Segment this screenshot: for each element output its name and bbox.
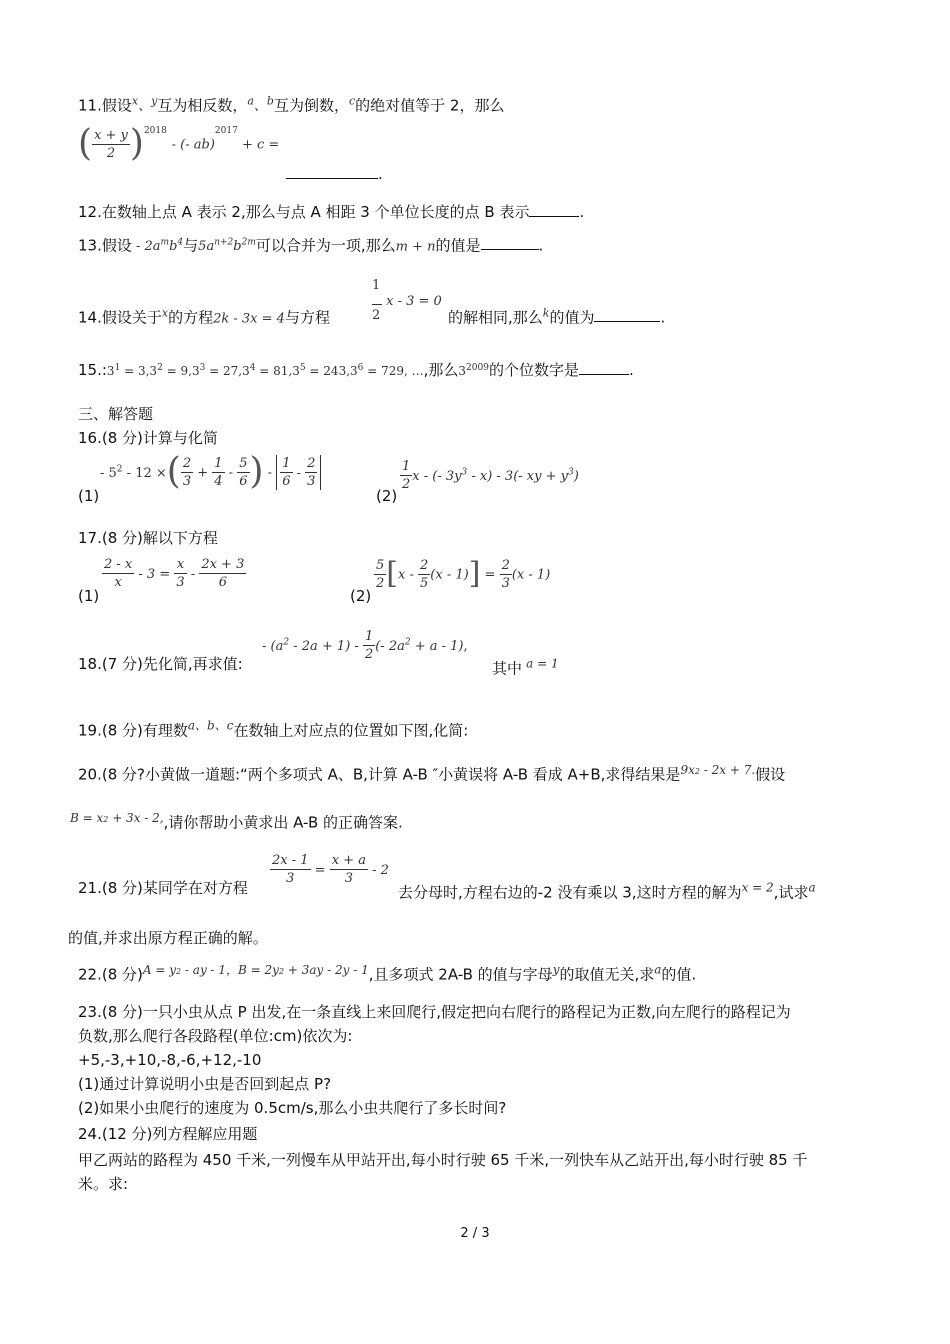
question-23-line3: +5,-3,+10,-8,-6,+12,-10 [78,1051,262,1069]
question-23-line4: (1)通过计算说明小虫是否回到起点 P? [78,1075,332,1093]
question-21-tail: 去分母时,方程右边的-2 没有乘以 3,这时方程的解为$^{x = 2}$,试求$^a$ [398,881,816,902]
question-21-line1: 21.(8 分)某同学在对方程 [78,879,248,897]
question-21-line2: 的值,并求出原方程正确的解。 [68,929,268,947]
question-20-line1: 20.(8 分?小黄做一道题:“两个多项式 A、B,计算 A-B ″小黄误将 A-B 看成 A+B,求得结果是$^{9x2 - 2x + 7.}$假设 [78,763,786,784]
question-17-part2-label: (2) [350,587,372,605]
question-16-part2-label: (2) [376,487,398,505]
question-17-part1-label: (1) [78,587,100,605]
question-23-line1: 23.(8 分)一只小虫从点 P 出发,在一条直线上来回爬行,假定把向右爬行的路程记为正数,向左爬行的路程记为 [78,1003,791,1021]
question-23-line2: 负数,那么爬行各段路程(单位:cm)依次为: [78,1027,353,1045]
question-14-equation: x - 3 = 0 [372,292,442,312]
question-17-title: 17.(8 分)解以下方程 [78,529,218,547]
question-11-formula: ( $\frac{x + y}{2}$ )$^{2018}$ - (- ab)$^{2017}$ + c = [78,123,280,164]
question-11-answer: . [286,164,383,184]
question-17-part2-expr: $\frac{5}{2}$ [x - $\frac{2}{5}$ (x - 1)] = $\frac{2}{3}$ (x - 1) [376,556,551,591]
question-16-part1-label: (1) [78,487,100,505]
question-14: 14.假设关于$^x$的方程2k - 3x = 4与方程 [78,307,330,327]
question-21-expr: $\frac{2x - 1}{3}$ = $\frac{x + a}{3}$ - 2 [272,853,389,886]
question-14-frac-bottom: 2 [372,308,381,323]
question-18-expr: - $(a^2 - 2a + 1)$ - $\frac{1}{2}$ (- $2a^2 + a - 1$), [262,629,468,662]
question-17-part1-expr: $\frac{2 - x}{x}$ - 3 = $\frac{x}{3}$ - $\frac{2x + 3}{6}$ [104,557,245,590]
question-14-frac-top: 1 [372,278,381,293]
page-number: 2 / 3 [460,1226,490,1241]
question-24-line1: 甲乙两站的路程为 450 千米,一列慢车从甲站开出,每小时行驶 65 千米,一列快车从乙站开出,每小时行驶 85 千 [78,1151,808,1169]
question-18: 18.(7 分)先化简,再求值: [78,655,243,673]
section-title: 三、解答题 [78,405,154,423]
question-18-tail: 其中 $^{a = 1}$ [492,657,559,678]
question-15: $15.:3^1 = 3,3^2 = 9,3^3 = 27,3^4 = 81,3^5 = 243,3^6 = 729$, …,那么$3^{2009}$的个位数字是 . [78,361,634,379]
question-11: 11.假设$^x$、$^y$互为相反数，$^a$、$^b$互为倒数，$^c$的绝对值等于 2，那么 [78,95,505,115]
question-14-tail: 的解相同,那么$^k$的值为 . [448,307,666,327]
question-22: 22.(8 分)$^{A = y2 - ay - 1,B = 2y2 + 3ay - 2y - 1}$,且多项式 2A-B 的值与字母$^y$的取值无关,求$^a$的值. [78,963,697,984]
question-20-line2: $^{B = x2 + 3x - 2,}$,请你帮助小黄求出 A-B 的正确答案. [70,811,403,832]
question-16-part1-expr: - $5^2 - 12$ ×( $\frac{2}{3}$ + $\frac{1}{4}$ - $\frac{5}{6}$ ) - $\frac{1}{6}$ - $\frac{2}{3}$ [100,454,321,490]
question-16-part2-expr: $\frac{1}{2}$ x - (- $3y^3 - x) - 3(-$ xy + $y^3$) [402,459,579,492]
question-13: 13.假设 - $2a^mb^4$与$5a^{n+2}b^{2m}$可以合并为一项,那么m + n的值是 . [78,236,544,255]
question-12: 12.在数轴上点 A 表示 2,那么与点 A 相距 3 个单位长度的点 B 表示 . [78,203,585,221]
question-23-line5: (2)如果小虫爬行的速度为 0.5cm/s,那么小虫共爬行了多长时间? [78,1099,507,1117]
question-24-title: 24.(12 分)列方程解应用题 [78,1125,258,1143]
question-24-line2: 米。求: [78,1175,129,1193]
question-19: 19.(8 分)有理数$^{a、b、c}$在数轴上对应点的位置如下图,化简: [78,719,469,740]
question-16-title: 16.(8 分)计算与化简 [78,429,218,447]
